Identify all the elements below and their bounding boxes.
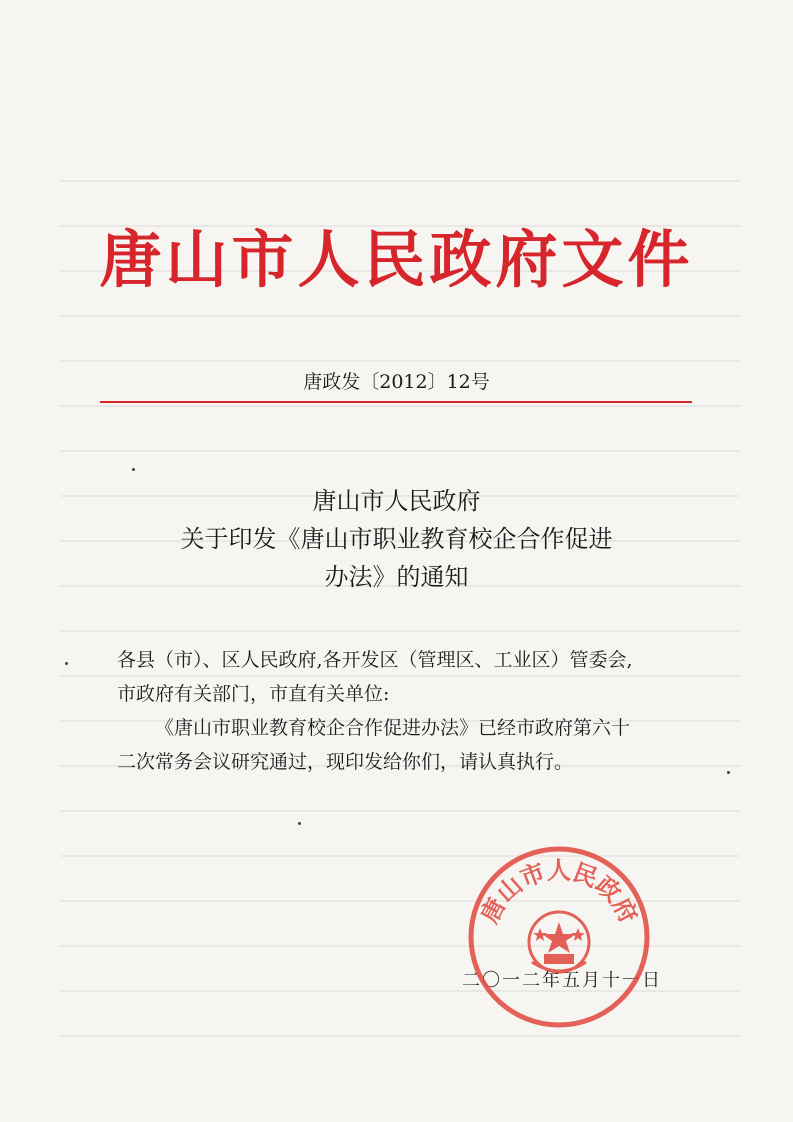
scan-speck <box>132 468 135 471</box>
red-divider <box>100 401 692 403</box>
svg-text:唐山市人民政府 <box>475 857 642 928</box>
body-line-2: 二次常务会议研究通过，现印发给你们，请认真执行。 <box>117 751 574 773</box>
title-line-2: 关于印发《唐山市职业教育校企合作促进 <box>180 525 613 553</box>
document-number: 唐政发〔2012〕12号 <box>303 371 490 393</box>
notice-title <box>120 482 673 596</box>
title-line-3: 办法》的通知 <box>324 563 469 591</box>
addressee-line-2: 市政府有关部门，市直有关单位: <box>117 683 390 705</box>
issue-date: 二〇一二年五月十一日 <box>462 970 662 991</box>
seal-text: 唐山市人民政府 <box>475 856 643 928</box>
masthead: 唐山市人民政府文件 <box>99 223 694 296</box>
scan-speck <box>298 822 301 825</box>
body-line-1: 《唐山市职业教育校企合作促进办法》已经市政府第六十 <box>155 717 631 739</box>
official-seal <box>466 844 652 1030</box>
national-emblem-icon <box>529 912 589 972</box>
scan-speck <box>65 662 68 665</box>
addressee-line-1: 各县（市）、区人民政府,各开发区（管理区、工业区）管委会, <box>117 649 633 671</box>
title-line-1: 唐山市人民政府 <box>312 487 481 515</box>
notice-body <box>117 643 687 779</box>
scan-speck <box>727 771 730 774</box>
